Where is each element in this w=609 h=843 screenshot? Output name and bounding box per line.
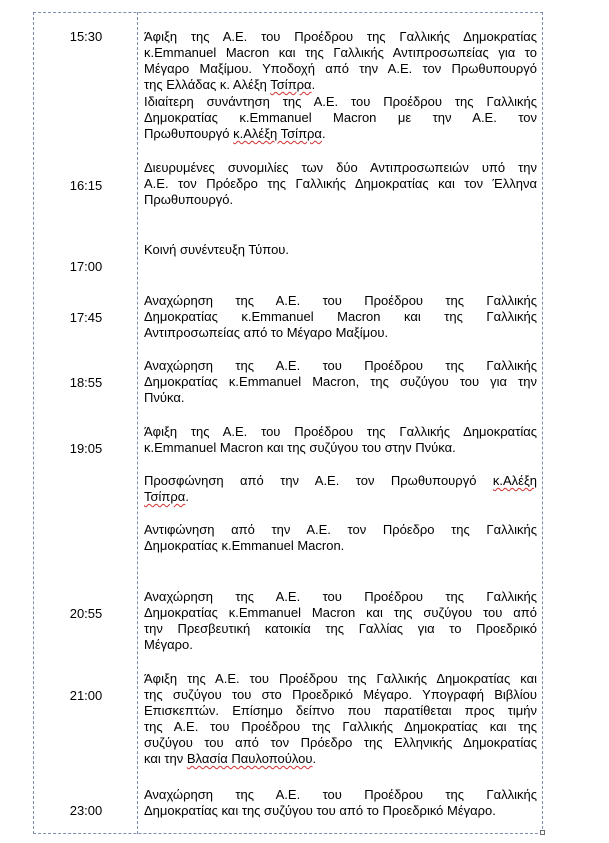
text-line: Άφιξη της Α.Ε. του Προέδρου της Γαλλικής Δημοκρατίας και	[144, 671, 537, 686]
text-line: Πρωθυπουργό.	[144, 192, 234, 207]
text-line: της Ελλάδας κ. Αλέξη Τσίπρα.	[144, 77, 316, 92]
event-cell	[144, 293, 537, 341]
text-line: Πρωθυπουργό κ.Αλέξη Τσίπρα.	[144, 126, 326, 141]
text-line	[144, 473, 537, 489]
text-line: Μέγαρο.	[144, 637, 193, 652]
text-line: Δημοκρατίας κ.Emmanuel Macron με την Α.Ε. τον	[144, 110, 537, 125]
event-cell	[144, 589, 537, 653]
text-line: της Α.Ε. του Προέδρου της Γαλλικής Δημοκρατίας και της	[144, 719, 537, 734]
misspelled-word: κ.Αλέξη	[492, 473, 537, 488]
text-line: Αντιπροσωπείας από το Μέγαρο Μαξίμου.	[144, 325, 389, 340]
time-cell: 15:30	[69, 29, 103, 44]
text-run: Προσφώνηση από την Α.Ε. τον Πρωθυπουργό	[144, 473, 493, 488]
text-line: Μέγαρο Μαξίμου. Υποδοχή από την Α.Ε. τον Πρωθυπουργό	[144, 61, 537, 76]
text-line: Διευρυμένες συνομιλίες των δύο Αντιπροσωπειών υπό την	[144, 160, 537, 175]
event-cell	[144, 787, 537, 819]
text-run: και την	[144, 751, 187, 766]
text-line: Πνύκα.	[144, 390, 185, 405]
text-run: της Ελλάδας κ. Αλέξη	[144, 77, 271, 92]
event-cell	[144, 358, 537, 406]
misspelled-word: Βλασία Παυλοπούλου	[186, 751, 313, 766]
column-divider	[137, 12, 138, 834]
text-line: Άφιξη της Α.Ε. του Προέδρου της Γαλλικής Δημοκρατίας	[144, 29, 537, 44]
text-line: Δημοκρατίας κ.Emmanuel Macron και της Γαλλικής	[144, 309, 537, 324]
text-line: Επισκεπτών. Επίσημο δείπνο που παρατίθεται προς τιμήν	[144, 703, 537, 718]
event-cell	[144, 94, 537, 142]
text-line: Ιδιαίτερη συνάντηση της Α.Ε. του Προέδρου της Γαλλικής	[144, 94, 537, 109]
text-line: και την Βλασία Παυλοπούλου.	[144, 751, 317, 766]
misspelled-word: Τσίπρα	[144, 489, 186, 504]
text-line: Αναχώρηση της Α.Ε. του Προέδρου της Γαλλικής	[144, 358, 537, 373]
text-line: Αναχώρηση της Α.Ε. του Προέδρου της Γαλλικής	[144, 787, 537, 802]
time-cell: 23:00	[69, 803, 103, 818]
text-line: Αναχώρηση της Α.Ε. του Προέδρου της Γαλλικής	[144, 293, 537, 308]
event-cell	[144, 424, 537, 456]
event-cell	[144, 671, 537, 767]
text-line: συζύγου του από τον Πρόεδρο της Ελληνικής Δημοκρατίας	[144, 735, 537, 750]
misspelled-word: Τσίπρα	[270, 77, 312, 92]
text-line: Δημοκρατίας και της συζύγου του από το Προεδρικό Μέγαρο.	[144, 803, 496, 818]
text-line: Α.Ε. τον Πρόεδρο της Γαλλικής Δημοκρατίας και τον Έλληνα	[144, 176, 537, 191]
event-cell	[144, 473, 537, 505]
misspelled-word: κ.Αλέξη Τσίπρα	[233, 126, 322, 141]
table-resize-handle[interactable]	[540, 830, 545, 835]
text-line: Αναχώρηση της Α.Ε. του Προέδρου της Γαλλικής	[144, 589, 537, 604]
event-cell	[144, 242, 537, 258]
time-cell: 20:55	[69, 606, 103, 621]
text-line: κ.Emmanuel Macron και της Γαλλικής Αντιπροσωπείας για το	[144, 45, 537, 60]
text-line: Δημοκρατίας κ.Emmanuel Macron και της συζύγου του από	[144, 605, 537, 620]
text-line: την Πρεσβευτική κατοικία της Γαλλίας για το Προεδρικό	[144, 621, 537, 636]
text-line: Δημοκρατίας κ.Emmanuel Macron.	[144, 538, 345, 553]
time-cell: 19:05	[69, 441, 103, 456]
text-line: Κοινή συνέντευξη Τύπου.	[144, 242, 290, 257]
event-cell	[144, 522, 537, 554]
time-cell: 16:15	[69, 178, 103, 193]
text-line: της συζύγου του στο Προεδρικό Μέγαρο. Υπογραφή Βιβλίου	[144, 687, 537, 702]
time-cell: 17:00	[69, 259, 103, 274]
time-cell: 21:00	[69, 688, 103, 703]
time-cell: 18:55	[69, 375, 103, 390]
text-line: Τσίπρα.	[144, 489, 189, 504]
text-line: Δημοκρατίας κ.Emmanuel Macron, της συζύγου του για την	[144, 374, 537, 389]
time-cell: 17:45	[69, 310, 103, 325]
event-cell	[144, 29, 537, 93]
text-line: Άφιξη της Α.Ε. του Προέδρου της Γαλλικής Δημοκρατίας	[144, 424, 537, 439]
text-run: Πρωθυπουργό	[144, 126, 234, 141]
event-cell	[144, 160, 537, 208]
text-line: Αντιφώνηση από την Α.Ε. τον Πρόεδρο της Γαλλικής	[144, 522, 537, 537]
text-line: κ.Emmanuel Macron και της συζύγου του στην Πνύκα.	[144, 440, 456, 455]
